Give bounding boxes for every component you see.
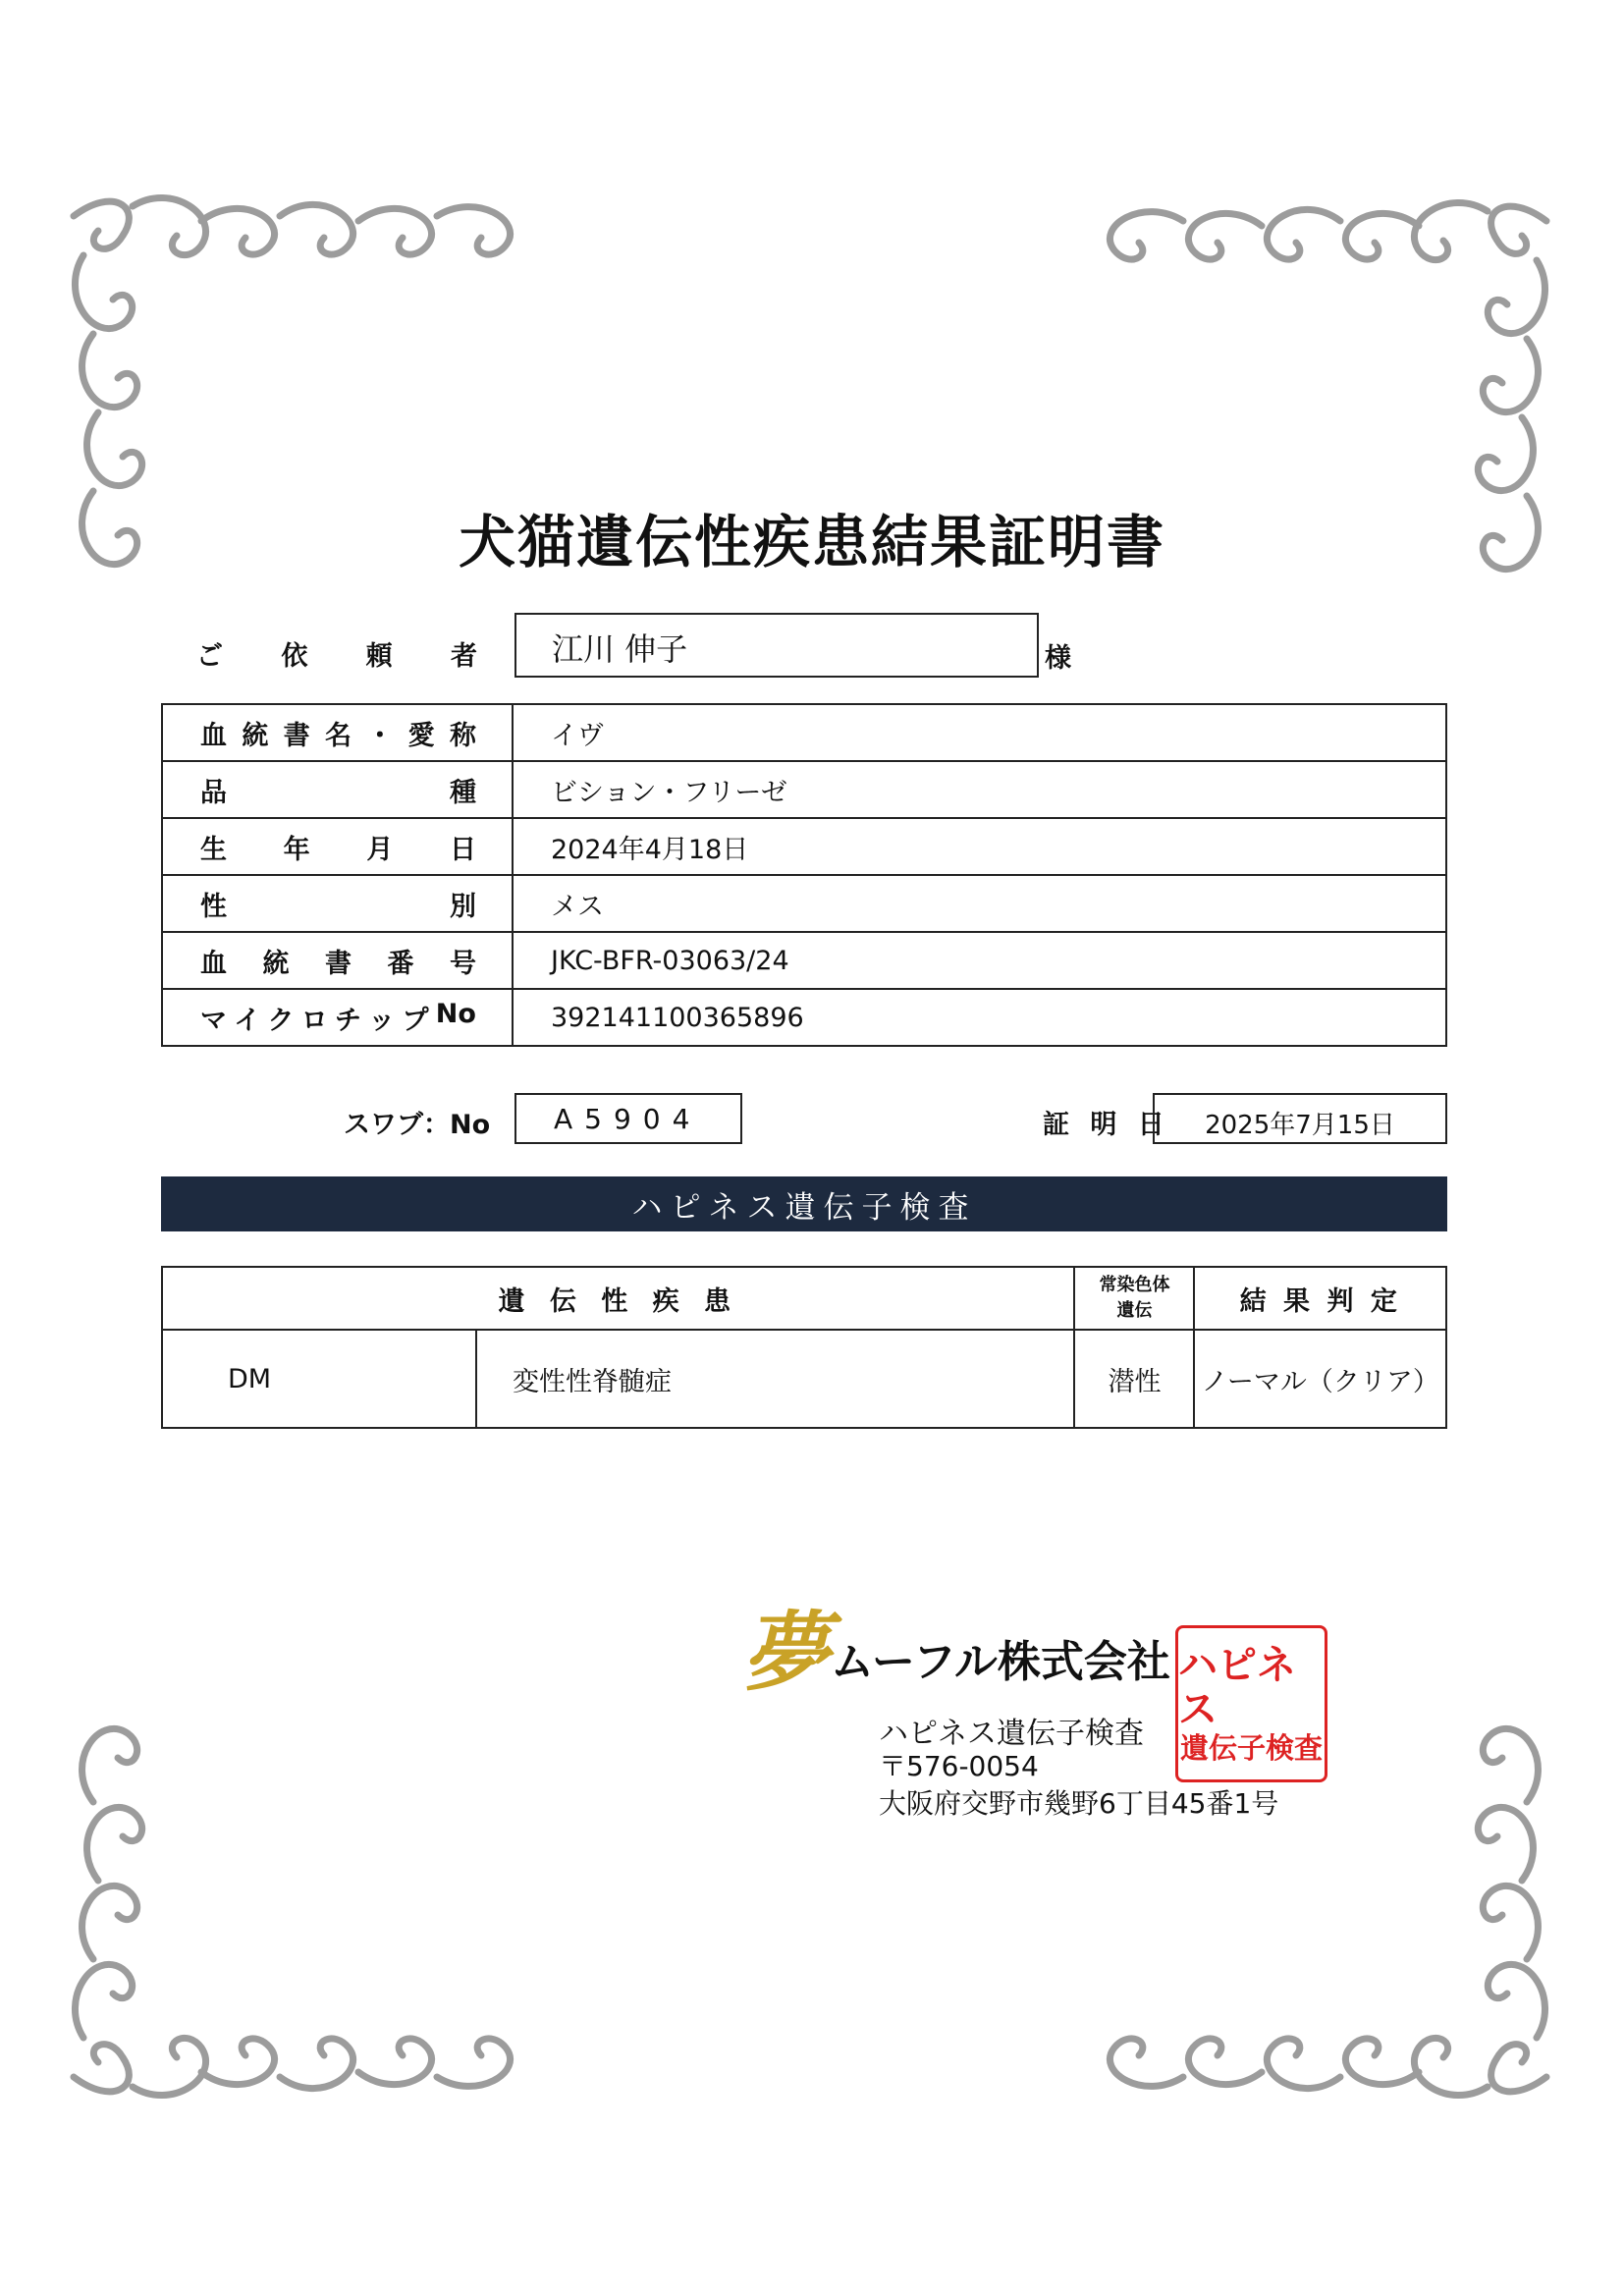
issuer-address: 大阪府交野市幾野6丁目45番1号 bbox=[879, 1787, 1279, 1820]
requester-label: ご 依 頼 者 bbox=[196, 641, 477, 672]
requester-suffix: 様 bbox=[1045, 643, 1071, 674]
company-seal bbox=[1175, 1625, 1327, 1782]
info-row bbox=[162, 704, 1446, 761]
issuer-postal-code: 〒576-0054 bbox=[879, 1750, 1039, 1782]
ornament-bottom-left bbox=[54, 1674, 555, 2116]
results-table bbox=[161, 1266, 1447, 1429]
info-row bbox=[162, 875, 1446, 932]
info-row-label: 品 種 bbox=[200, 777, 476, 808]
seal-line1: ハピネス bbox=[1178, 1641, 1296, 1732]
section-banner: ハピネス遺伝子検査 bbox=[161, 1176, 1447, 1231]
header-result: 結 果 判 定 bbox=[1194, 1267, 1446, 1330]
issuer-department: ハピネス遺伝子検査 bbox=[879, 1717, 1144, 1751]
info-row-label: 血 統 書 番 号 bbox=[200, 948, 476, 979]
info-row bbox=[162, 818, 1446, 875]
company-logo bbox=[742, 1601, 1170, 1703]
info-row-value: JKC-BFR-03063/24 bbox=[513, 932, 1446, 989]
requester-name-field: 江川 伸子 bbox=[514, 613, 1039, 678]
page-title: 犬猫遺伝性疾患結果証明書 bbox=[458, 509, 1165, 575]
info-row-value: イヴ bbox=[513, 704, 1446, 761]
seal-line2: 遺伝子検査 bbox=[1179, 1730, 1323, 1765]
cert-date-label: 証 明 日 bbox=[1043, 1110, 1170, 1140]
info-row-value: ビション・フリーゼ bbox=[513, 761, 1446, 818]
disease-name: 変性性脊髄症 bbox=[476, 1330, 1074, 1428]
cert-date-field: 2025年7月15日 bbox=[1153, 1093, 1447, 1144]
info-row bbox=[162, 989, 1446, 1046]
pet-info-table bbox=[161, 703, 1447, 1047]
info-row-label: 血 統 書 名 ・ 愛 称 bbox=[200, 720, 476, 751]
results-header-row bbox=[162, 1267, 1446, 1330]
swab-number-field: A5904 bbox=[514, 1093, 742, 1144]
company-name: ムーフル株式会社 bbox=[831, 1637, 1170, 1687]
info-row bbox=[162, 932, 1446, 989]
result-value: ノーマル（クリア） bbox=[1194, 1330, 1446, 1428]
info-row-label: 生 年 月 日 bbox=[200, 834, 476, 865]
swab-label: スワブ：No bbox=[344, 1110, 491, 1140]
inheritance-type: 潜性 bbox=[1074, 1330, 1194, 1428]
logo-mark: 夢 bbox=[742, 1601, 830, 1703]
header-inheritance bbox=[1074, 1267, 1194, 1330]
header-inheritance-line2: 遺伝 bbox=[1116, 1300, 1153, 1321]
header-inheritance-line1: 常染色体 bbox=[1099, 1274, 1170, 1295]
info-row-value: 392141100365896 bbox=[513, 989, 1446, 1046]
disease-code: DM bbox=[162, 1330, 476, 1428]
header-disease: 遺 伝 性 疾 患 bbox=[162, 1267, 1074, 1330]
info-row-value: 2024年4月18日 bbox=[513, 818, 1446, 875]
info-row-label: 性 別 bbox=[200, 891, 476, 922]
info-row-label: マ イ ク ロ チ ッ プ No bbox=[200, 998, 476, 1036]
table-row bbox=[162, 1330, 1446, 1428]
info-row bbox=[162, 761, 1446, 818]
info-row-value: メス bbox=[513, 875, 1446, 932]
